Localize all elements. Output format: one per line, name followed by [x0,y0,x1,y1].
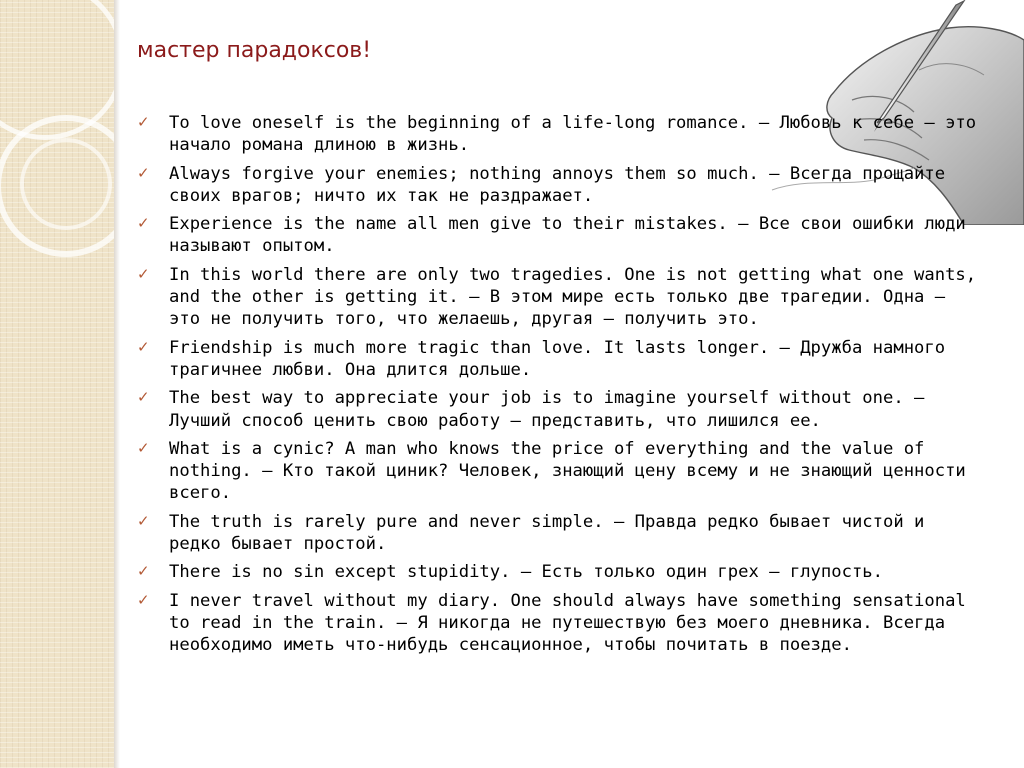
quote-text: There is no sin except stupidity. – Есть только один грех – глупость. [169,562,883,583]
list-item [137,561,977,583]
quote-text: In this world there are only two tragedies. One is not getting what one wants, and the other is getting it. – В этом мире есть только две трагедии. Одна – это не получить того, что желаешь, другая – получить это. [169,264,977,330]
check-icon: ✓ [137,113,150,131]
quote-text: To love oneself is the beginning of a life-long romance. – Любовь к себе – это начало романа длиною в жизнь. [169,113,977,156]
list-item [137,112,977,157]
check-icon: ✓ [137,264,150,283]
list-item [137,511,977,556]
check-icon: ✓ [137,214,150,233]
check-icon: ✓ [137,388,150,407]
list-item [137,387,977,432]
decorative-side-strip [0,0,114,768]
list-item [137,590,977,657]
quote-text: I never travel without my diary. One should always have something sensational to read in the train. – Я никогда не путешествую без моего дневника. Всегда необходимо иметь что-нибудь сенсационное, чтобы почитать в поезде. [169,590,966,656]
quote-text: Experience is the name all men give to their mistakes. – Все свои ошибки люди называют опытом. [169,214,966,257]
list-item [137,163,977,208]
check-icon: ✓ [137,163,150,182]
list-item [137,213,977,258]
check-icon: ✓ [137,337,150,356]
quote-text: Friendship is much more tragic than love. It lasts longer. – Дружба намного трагичнее любви. Она длится дольше. [169,337,946,380]
list-item [137,264,977,331]
quote-text: What is a cynic? A man who knows the price of everything and the value of nothing. – Кто такой циник? Человек, знающий цену всему и не знающий ценности всего. [169,438,966,504]
quote-list [137,112,977,663]
quote-text: The truth is rarely pure and never simple. – Правда редко бывает чистой и редко бывает простой. [169,511,925,555]
list-item [137,337,977,382]
check-icon: ✓ [137,562,150,581]
slide-title: мастер парадоксов! [137,38,372,63]
check-icon: ✓ [137,511,150,530]
check-icon: ✓ [137,590,150,609]
strip-shadow [114,0,120,768]
decorative-ring [20,138,112,230]
quote-text: Always forgive your enemies; nothing annoys them so much. – Всегда прощайте своих врагов; ничто их так не раздражает. [169,163,946,206]
check-icon: ✓ [137,438,150,457]
list-item [137,438,977,505]
quote-text: The best way to appreciate your job is to imagine yourself without one. – Лучший способ ценить свою работу – представить, что лишился ее. [169,388,925,431]
